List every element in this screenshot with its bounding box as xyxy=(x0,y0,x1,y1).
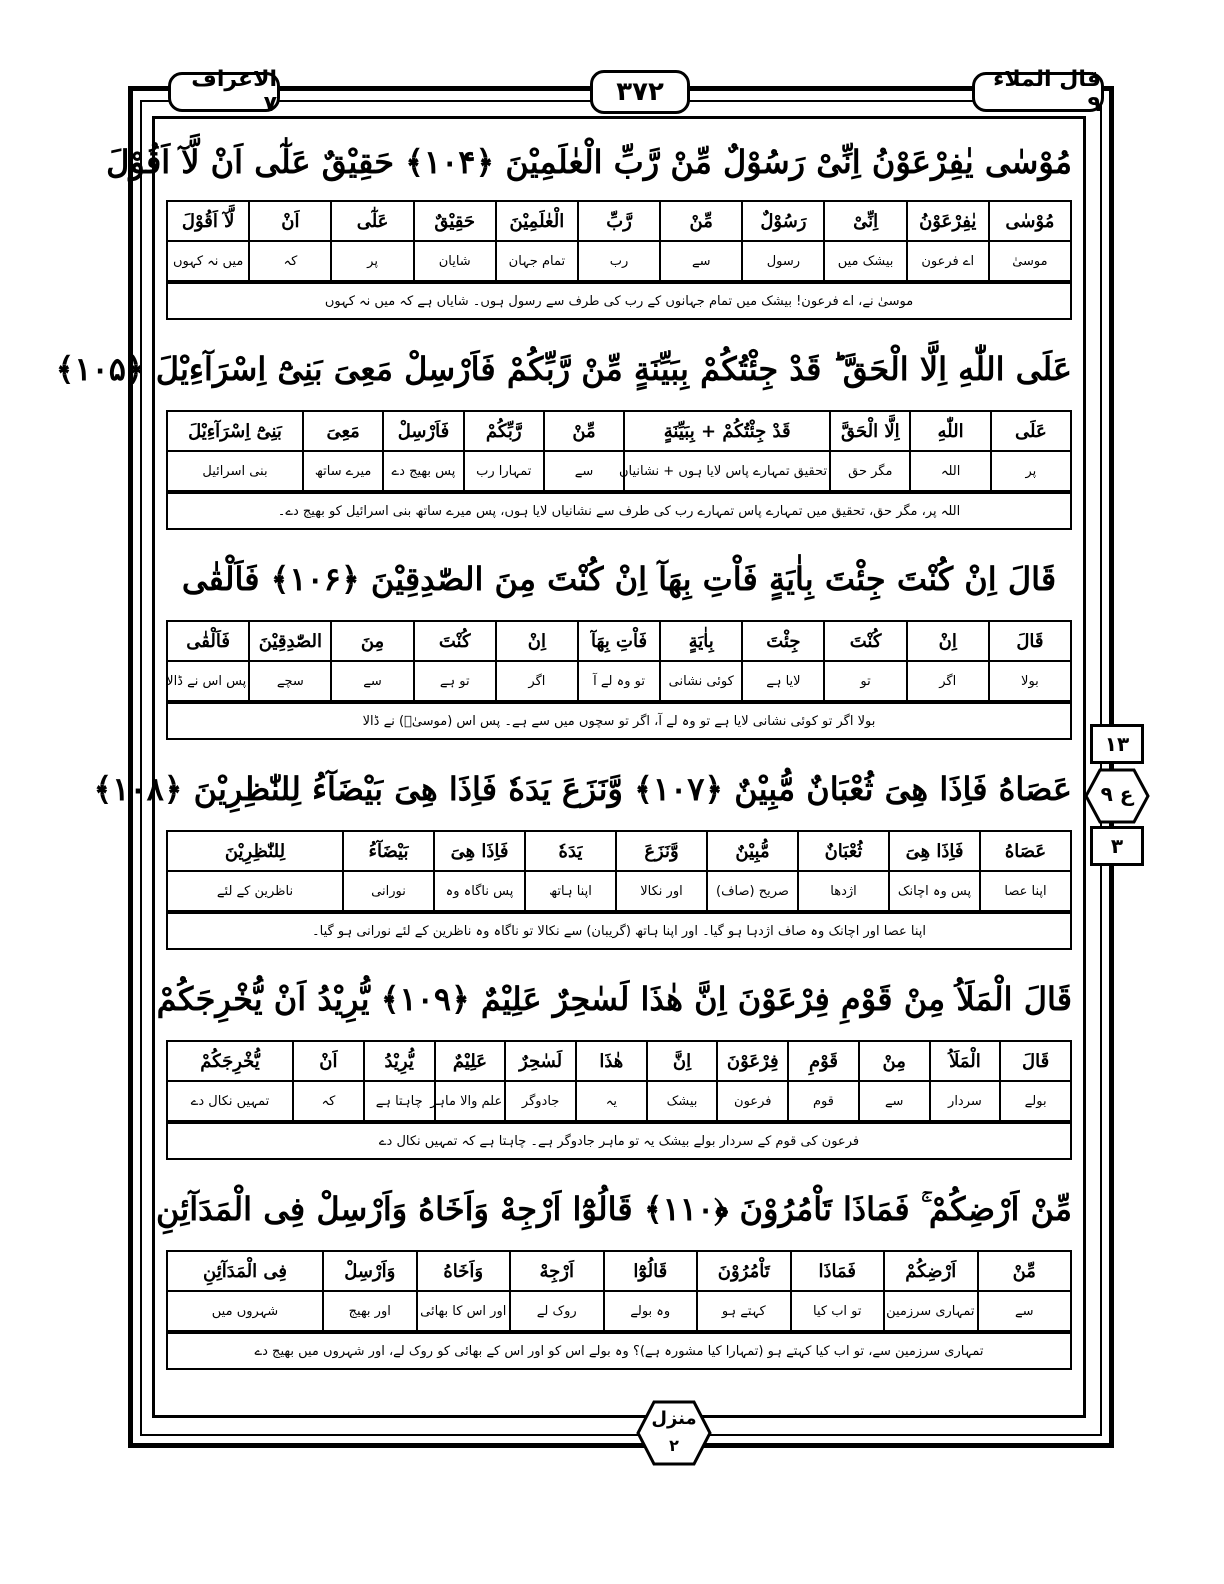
word-by-word-table xyxy=(166,1250,1072,1332)
arabic-word: مُّبِيْنٌ xyxy=(707,831,798,871)
arabic-word: بَيْضَآءُ xyxy=(343,831,434,871)
arabic-word: لَّآ اَقُوْلَ xyxy=(167,201,249,241)
manzil-label: منزل xyxy=(651,1408,697,1429)
ruku-verse-marker: ۳ xyxy=(1090,826,1144,866)
arabic-word: مِّنْ xyxy=(978,1251,1072,1291)
urdu-word: سے xyxy=(331,661,413,701)
urdu-word: اپنا عصا xyxy=(980,871,1071,911)
urdu-word: مگر حق xyxy=(830,451,910,491)
arabic-word: وَّنَزَعَ xyxy=(616,831,707,871)
ayah-text: قَالَ الْمَلَاُ مِنْ قَوْمِ فِرْعَوْنَ اِنَّ هٰذَا لَسٰحِرٌ عَلِيْمٌ ﴿۱۰۹﴾ يُّرِيْدُ اَنْ يُّخْرِجَكُمْ xyxy=(156,980,1072,1018)
urdu-word: پر xyxy=(331,241,413,281)
urdu-word: فرعون xyxy=(717,1081,788,1121)
arabic-word: قَوْمِ xyxy=(788,1041,859,1081)
arabic-words-row xyxy=(167,411,1071,451)
urdu-word: اے فرعون xyxy=(907,241,989,281)
urdu-word: پس ناگاہ وہ xyxy=(434,871,525,911)
arabic-word: اِلَّا الْحَقَّ xyxy=(830,411,910,451)
arabic-word: مِّنْ xyxy=(544,411,624,451)
ruku-count-marker: ۱۳ xyxy=(1090,724,1144,764)
urdu-word: بولا xyxy=(989,661,1071,701)
urdu-word: جادوگر xyxy=(505,1081,576,1121)
arabic-word: عَصَاهُ xyxy=(980,831,1071,871)
urdu-word: کوئی نشانی xyxy=(660,661,742,701)
arabic-word: اِنِّىْ xyxy=(824,201,906,241)
juz-name-label: قال الملاء ۹ xyxy=(972,72,1104,112)
arabic-word: حَقِيْقٌ xyxy=(414,201,496,241)
urdu-word: بولے xyxy=(1000,1081,1071,1121)
arabic-word: فَاَرْسِلْ xyxy=(383,411,463,451)
urdu-word: نورانی xyxy=(343,871,434,911)
urdu-word: بنی اسرائیل xyxy=(167,451,303,491)
arabic-word: هٰذَا xyxy=(576,1041,647,1081)
translation-line: اللہ پر، مگر حق، تحقیق میں تمہارے پاس تمہارے رب کی طرف سے نشانیاں لایا ہوں، پس میرے ساتھ بنی اسرائیل کو بھیج دے۔ xyxy=(166,492,1072,530)
arabic-word: يُّخْرِجَكُمْ xyxy=(167,1041,293,1081)
urdu-word: تو اب کیا xyxy=(791,1291,885,1331)
arabic-word: مَعِىَ xyxy=(303,411,383,451)
urdu-word: میرے ساتھ xyxy=(303,451,383,491)
arabic-word: تَاْمُرُوْنَ xyxy=(697,1251,791,1291)
page-number: ۳۷۲ xyxy=(590,70,690,114)
urdu-word: علم والا ماہر xyxy=(435,1081,506,1121)
arabic-word: جِئْتَ xyxy=(742,621,824,661)
arabic-word: اِنْ xyxy=(496,621,578,661)
urdu-word: اگر xyxy=(496,661,578,701)
arabic-word: فَاْتِ بِهَآ xyxy=(578,621,660,661)
urdu-word: اژدھا xyxy=(798,871,889,911)
urdu-word: پر xyxy=(991,451,1071,491)
arabic-word: بِاٰيَةٍ xyxy=(660,621,742,661)
ayah-text: عَلَى اللّٰهِ اِلَّا الْحَقَّ ؕ قَدْ جِئْتُكُمْ بِبَيِّنَةٍ مِّنْ رَّبِّكُمْ فَاَرْسِلْ مَعِىَ بَنِىْٓ اِسْرَآءِيْلَ ﴿۱۰۵﴾ xyxy=(55,350,1072,388)
arabic-word: قَدْ جِئْتُكُمْ + بِبَيِّنَةٍ xyxy=(624,411,830,451)
urdu-word: اللہ xyxy=(910,451,990,491)
arabic-word: اَرْضِكُمْ xyxy=(884,1251,978,1291)
translation-line: بولا اگر تو کوئی نشانی لایا ہے تو وہ لے آ، اگر تو سچوں میں سے ہے۔ پس اس (موسیٰؑ) نے ڈالا xyxy=(166,702,1072,740)
arabic-word: اِنْ xyxy=(907,621,989,661)
arabic-word: وَاَرْسِلْ xyxy=(323,1251,417,1291)
arabic-word: فَاَلْقٰى xyxy=(167,621,249,661)
arabic-word: الْمَلَاُ xyxy=(930,1041,1001,1081)
word-by-word-table xyxy=(166,830,1072,912)
urdu-word: اگر xyxy=(907,661,989,701)
urdu-word: سے xyxy=(978,1291,1072,1331)
urdu-word: بیشک xyxy=(647,1081,718,1121)
arabic-word: مِنَ xyxy=(331,621,413,661)
arabic-word: يُّرِيْدُ xyxy=(364,1041,435,1081)
urdu-word: سے xyxy=(660,241,742,281)
arabic-word: قَالَ xyxy=(989,621,1071,661)
word-by-word-table xyxy=(166,200,1072,282)
word-by-word-table xyxy=(166,620,1072,702)
urdu-word: تمہیں نکال دے xyxy=(167,1081,293,1121)
urdu-word: سچے xyxy=(249,661,331,701)
arabic-word: يَدَهٗ xyxy=(525,831,616,871)
urdu-word: کہتے ہو xyxy=(697,1291,791,1331)
arabic-word: عَلِيْمٌ xyxy=(435,1041,506,1081)
urdu-word: تو ہے xyxy=(414,661,496,701)
ayah-text: عَصَاهُ فَاِذَا هِىَ ثُعْبَانٌ مُّبِيْنٌ ﴿۱۰۷﴾ وَّنَزَعَ يَدَهٗ فَاِذَا هِىَ بَيْضَآءُ لِلنّٰظِرِيْنَ ﴿۱۰۸﴾ xyxy=(93,770,1072,808)
urdu-word: تحقیق تمہارے پاس لایا ہوں + نشانیاں xyxy=(624,451,830,491)
arabic-word: الْعٰلَمِيْنَ xyxy=(496,201,578,241)
urdu-word: میں نہ کہوں xyxy=(167,241,249,281)
arabic-word: الصّٰدِقِيْنَ xyxy=(249,621,331,661)
arabic-word: اَنْ xyxy=(249,201,331,241)
arabic-word: عَلٰٓى xyxy=(331,201,413,241)
arabic-word: كُنْتَ xyxy=(414,621,496,661)
urdu-word: رب xyxy=(578,241,660,281)
word-by-word-table xyxy=(166,410,1072,492)
translation-line: تمہاری سرزمین سے، تو اب کیا کہتے ہو (تمہارا کیا مشورہ ہے)؟ وہ بولے اس کو اور اس کے بھائی کو روک لے، اور شہروں میں بھیج دے xyxy=(166,1332,1072,1370)
arabic-word: يٰفِرْعَوْنُ xyxy=(907,201,989,241)
urdu-word: پس اس نے ڈالا xyxy=(167,661,249,701)
urdu-word: اور بھیج xyxy=(323,1291,417,1331)
word-by-word-table xyxy=(166,1040,1072,1122)
urdu-word: کہ xyxy=(249,241,331,281)
arabic-word: قَالُوْٓا xyxy=(604,1251,698,1291)
arabic-words-row xyxy=(167,621,1071,661)
arabic-words-row xyxy=(167,831,1071,871)
urdu-word: یہ xyxy=(576,1081,647,1121)
urdu-words-row xyxy=(167,1081,1071,1121)
arabic-word: اَنْ xyxy=(293,1041,364,1081)
urdu-word: اور اس کا بھائی xyxy=(417,1291,511,1331)
urdu-words-row xyxy=(167,1291,1071,1331)
arabic-word: بَنِىْٓ اِسْرَآءِيْلَ xyxy=(167,411,303,451)
urdu-word: کہ xyxy=(293,1081,364,1121)
arabic-word: رَّبِّ xyxy=(578,201,660,241)
arabic-word: فَاِذَا هِىَ xyxy=(434,831,525,871)
urdu-word: سے xyxy=(859,1081,930,1121)
urdu-word: سردار xyxy=(930,1081,1001,1121)
ayah-text: قَالَ اِنْ كُنْتَ جِئْتَ بِاٰيَةٍ فَاْتِ بِهَآ اِنْ كُنْتَ مِنَ الصّٰدِقِيْنَ ﴿۱۰۶﴾ فَاَلْقٰى xyxy=(181,560,1057,598)
manzil-number: ۲ xyxy=(669,1436,679,1455)
urdu-word: رسول xyxy=(742,241,824,281)
urdu-word: بیشک میں xyxy=(824,241,906,281)
arabic-word: ثُعْبَانٌ xyxy=(798,831,889,871)
urdu-word: ناظرین کے لئے xyxy=(167,871,343,911)
urdu-word: موسیٰ xyxy=(989,241,1071,281)
urdu-word: تمام جہان xyxy=(496,241,578,281)
arabic-word: مُوْسٰى xyxy=(989,201,1071,241)
urdu-word: شہروں میں xyxy=(167,1291,323,1331)
urdu-word: روک لے xyxy=(510,1291,604,1331)
urdu-word: وہ بولے xyxy=(604,1291,698,1331)
arabic-word: قَالَ xyxy=(1000,1041,1071,1081)
arabic-word: مِنْ xyxy=(859,1041,930,1081)
arabic-word: لِلنّٰظِرِيْنَ xyxy=(167,831,343,871)
urdu-words-row xyxy=(167,871,1071,911)
urdu-words-row xyxy=(167,241,1071,281)
urdu-word: تمہارا رب xyxy=(464,451,544,491)
ayah-text: مُوْسٰى يٰفِرْعَوْنُ اِنِّىْ رَسُوْلٌ مِّنْ رَّبِّ الْعٰلَمِيْنَ ﴿۱۰۴﴾ حَقِيْقٌ عَلٰٓى اَنْ لَّآ اَقُوْلَ xyxy=(106,143,1072,181)
urdu-word: سے xyxy=(544,451,624,491)
urdu-word: شایان xyxy=(414,241,496,281)
ruku-hexagon-label: ع ۹ xyxy=(1100,782,1134,806)
surah-name-label: الاعراف ۷ xyxy=(168,72,280,112)
urdu-word: صریح (صاف) xyxy=(707,871,798,911)
arabic-word: لَسٰحِرٌ xyxy=(505,1041,576,1081)
arabic-word: مِّنْ xyxy=(660,201,742,241)
arabic-word: اِنَّ xyxy=(647,1041,718,1081)
arabic-words-row xyxy=(167,1251,1071,1291)
urdu-word: چاہتا ہے xyxy=(364,1081,435,1121)
urdu-word: اپنا ہاتھ xyxy=(525,871,616,911)
urdu-word: تو xyxy=(824,661,906,701)
arabic-word: اَرْجِهْ xyxy=(510,1251,604,1291)
urdu-words-row xyxy=(167,661,1071,701)
arabic-word: رَّبِّكُمْ xyxy=(464,411,544,451)
arabic-word: رَسُوْلٌ xyxy=(742,201,824,241)
ayah-text: مِّنْ اَرْضِكُمْ ۚ فَمَاذَا تَاْمُرُوْنَ ﴿۱۱۰﴾ قَالُوْٓا اَرْجِهْ وَاَخَاهُ وَاَرْسِلْ فِى الْمَدَآئِنِ xyxy=(155,1190,1072,1228)
arabic-words-row xyxy=(167,201,1071,241)
arabic-word: فِرْعَوْنَ xyxy=(717,1041,788,1081)
arabic-word: فَاِذَا هِىَ xyxy=(889,831,980,871)
urdu-word: اور نکالا xyxy=(616,871,707,911)
urdu-word: قوم xyxy=(788,1081,859,1121)
urdu-word: پس وہ اچانک xyxy=(889,871,980,911)
urdu-word: تو وہ لے آ xyxy=(578,661,660,701)
arabic-word: كُنْتَ xyxy=(824,621,906,661)
arabic-word: فَمَاذَا xyxy=(791,1251,885,1291)
urdu-word: پس بھیج دے xyxy=(383,451,463,491)
arabic-words-row xyxy=(167,1041,1071,1081)
translation-line: موسیٰ نے، اے فرعون! بیشک میں تمام جہانوں کے رب کی طرف سے رسول ہوں۔ شایاں ہے کہ میں نہ کہوں xyxy=(166,282,1072,320)
arabic-word: فِى الْمَدَآئِنِ xyxy=(167,1251,323,1291)
arabic-word: عَلَى xyxy=(991,411,1071,451)
arabic-word: وَاَخَاهُ xyxy=(417,1251,511,1291)
translation-line: اپنا عصا اور اچانک وہ صاف اژدہا ہو گیا۔ اور اپنا ہاتھ (گریبان) سے نکالا تو ناگاہ وہ ناظرین کے لئے نورانی ہو گیا۔ xyxy=(166,912,1072,950)
urdu-word: لایا ہے xyxy=(742,661,824,701)
arabic-word: اللّٰهِ xyxy=(910,411,990,451)
urdu-words-row xyxy=(167,451,1071,491)
urdu-word: تمہاری سرزمین xyxy=(884,1291,978,1331)
translation-line: فرعون کی قوم کے سردار بولے بیشک یہ تو ماہر جادوگر ہے۔ چاہتا ہے کہ تمہیں نکال دے xyxy=(166,1122,1072,1160)
